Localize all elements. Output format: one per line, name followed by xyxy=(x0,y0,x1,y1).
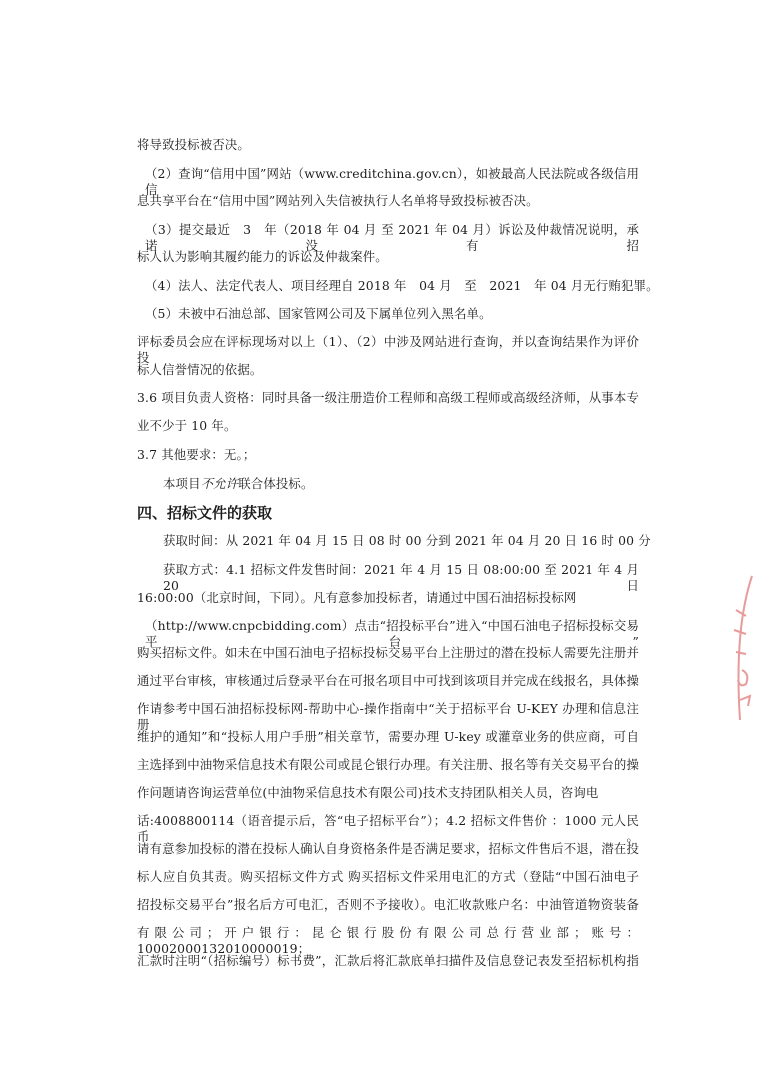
text-line: 3.6 项目负责人资格：同时具备一级注册造价工程师和高级工程师或高级经济师，从事本专 xyxy=(137,390,639,405)
text-line: 请有意参加投标的潜在投标人确认自身资格条件是否满足要求，招标文件售后不退，潜在投 xyxy=(137,841,639,856)
text-line: 息共享平台在“信用中国”网站列入失信被执行人名单将导致投标被否决。 xyxy=(137,193,539,208)
text-line: 16:00:00（北京时间，下同）。凡有意参加投标者，请通过中国石油招标投标网 xyxy=(137,590,577,605)
consortium-suffix: 联合体投标。 xyxy=(238,476,314,491)
text-line: 作问题请咨询运营单位(中油物采信息技术有限公司)技术支持团队相关人员，咨询电 xyxy=(137,785,599,800)
text-line: 购买招标文件。如未在中国石油电子招标投标交易平台上注册过的潜在投标人需要先注册并 xyxy=(137,645,639,660)
text-line: 话:4008800114（语音提示后，答“电子招标平台”）；4.2 招标文件售价 ：1000 元人民币。 xyxy=(137,813,639,844)
text-line: 将导致投标被否决。 xyxy=(137,137,250,152)
text-line: 标人应自负其责。购买招标文件方式 购买招标文件采用电汇的方式（登陆“中国石油电子 xyxy=(137,869,639,884)
consortium-line xyxy=(163,476,639,492)
text-line: 维护的通知”和“投标人用户手册”相关章节，需要办理 U-key 或灌章业务的供应商，可自 xyxy=(137,729,639,744)
text-line: 评标委员会应在评标现场对以上（1）、（2）中涉及网站进行查询，并以查询结果作为评价投 xyxy=(137,334,639,365)
consortium-italic: 不允许 xyxy=(200,476,239,491)
text-line: 标人认为影响其履约能力的诉讼及仲裁案件。 xyxy=(137,249,388,264)
text-line: （2）查询“信用中国”网站（www.creditchina.gov.cn），如被最高人民法院或各级信用信 xyxy=(145,166,639,197)
consortium-prefix: 本项目 xyxy=(163,476,201,491)
text-line: （4）法人、法定代表人、项目经理自 2018 年 04 月 至 2021 年 04 月无行贿犯罪。 xyxy=(145,278,659,293)
text-line: 作请参考中国石油招标投标网-帮助中心-操作指南中“关于招标平台 U-KEY 办理和信息注册 xyxy=(137,701,639,732)
text-line: 汇款时注明“（招标编号）标书费”，汇款后将汇款底单扫描件及信息登记表发至招标机构指 xyxy=(137,953,639,968)
text-line: （http://www.cnpcbidding.com）点击“招投标平台”进入“中国石油电子招标投标交易平台” xyxy=(145,618,639,649)
text-line: 通过平台审核，审核通过后登录平台在可报名项目中可找到该项目并完成在线报名，具体操 xyxy=(137,673,639,688)
text-line: 有限公司；开户银行：昆仑银行股份有限公司总行营业部；账号：10002000132010000019； xyxy=(137,925,639,956)
text-line: 业不少于 10 年。 xyxy=(137,418,237,433)
text-line: 获取方式：4.1 招标文件发售时间：2021 年 4 月 15 日 08:00:00 至 2021 年 4 月 20 日 xyxy=(163,562,639,593)
text-line: 获取时间：从 2021 年 04 月 15 日 08 时 00 分到 2021 年 04 月 20 日 16 时 00 分 xyxy=(163,533,651,548)
seal-stamp-fragment xyxy=(722,570,759,730)
section-heading: 四、招标文件的获取 xyxy=(137,504,273,522)
text-line: 标人信誉情况的依据。 xyxy=(137,362,263,377)
text-line: 主选择到中油物采信息技术有限公司或昆仑银行办理。有关注册、报名等有关交易平台的操 xyxy=(137,757,639,772)
text-line: （3）提交最近 3 年（2018 年 04 月 至 2021 年 04 月）诉讼及仲裁情况说明，承诺没有招 xyxy=(145,222,639,253)
text-line: 招投标交易平台”报名后方可电汇，否则不予接收）。电汇收款账户名：中油管道物资装备 xyxy=(137,897,639,912)
text-line: （5）未被中石油总部、国家管网公司及下属单位列入黑名单。 xyxy=(145,306,492,321)
text-line: 3.7 其他要求：无。； xyxy=(137,447,256,462)
